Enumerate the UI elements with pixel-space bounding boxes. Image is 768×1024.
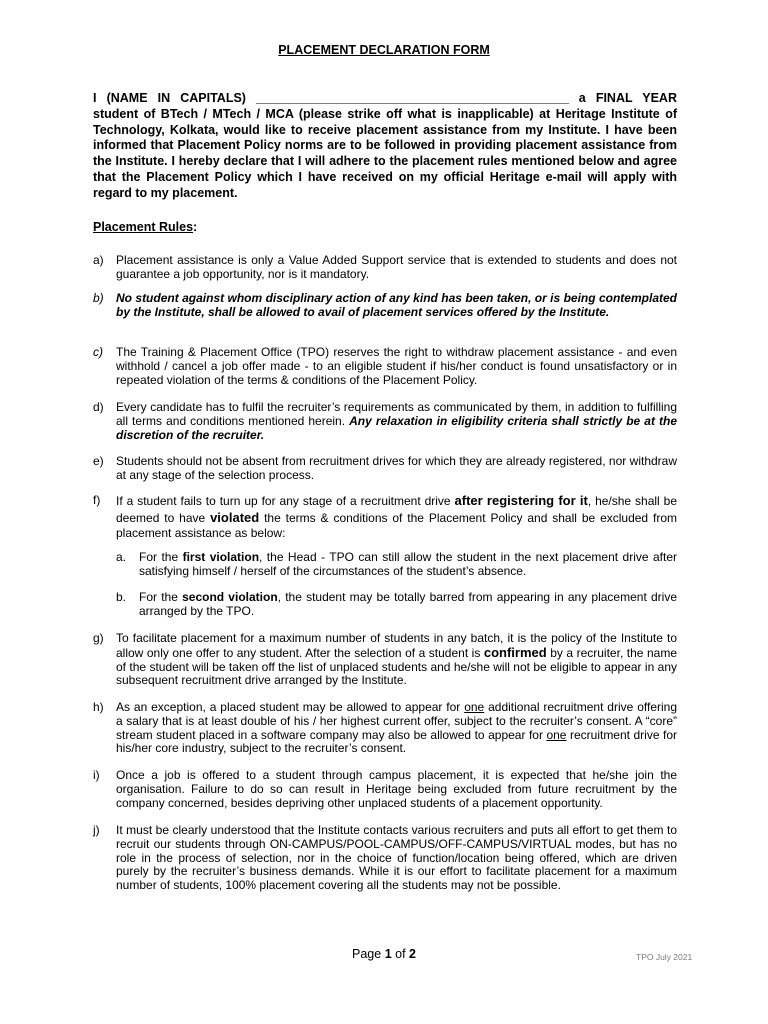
- rule-marker: f): [93, 493, 101, 507]
- rule-marker: h): [93, 700, 104, 714]
- declaration-start: I (NAME IN CAPITALS): [93, 91, 257, 105]
- rule-h: [93, 701, 677, 756]
- rule-text: Students should not be absent from recruitment drives for which they are already registered, nor withdraw at any stage of the selection process.: [116, 454, 677, 482]
- sub-text: [139, 591, 677, 619]
- rule-marker: j): [93, 823, 100, 837]
- rule-d-emphasis: Any relaxation in eligibility criteria shall strictly be at the discretion of the recruiter.: [116, 413, 678, 442]
- footer-tag: TPO July 2021: [636, 952, 693, 962]
- rule-f-bold-2: violated: [210, 509, 260, 525]
- rule-d-text: Every candidate has to fulfil the recruiter’s requirements as communicated by them, in addition to fulfilling all terms and conditions mentioned herein.: [116, 400, 677, 428]
- sub-text: [139, 551, 677, 579]
- rule-j: [93, 824, 677, 893]
- rule-f-bold-1: after registering for it: [454, 493, 588, 508]
- rule-g: [93, 632, 677, 688]
- sub-a-p1: For the: [139, 550, 183, 564]
- rule-g-p1: To facilitate placement for a maximum number of students in any batch, it is the policy of the Institute to allow only one offer to any student. After the selection of a student is: [116, 631, 677, 660]
- rule-text: The Training & Placement Office (TPO) reserves the right to withdraw placement assistance - and even withhold / cancel a job offer made - to an eligible student if his/her conduct is found unsatisfactory or in repeated violation of the terms & conditions of the Placement Policy.: [116, 345, 677, 387]
- rule-marker: a): [93, 253, 104, 267]
- rule-f-p3: the terms & conditions of the Placement Policy and shall be excluded from placement assistance as below:: [116, 510, 677, 540]
- page-total: 2: [409, 947, 416, 961]
- rule-marker: e): [93, 454, 104, 468]
- rule-text: No student against whom disciplinary action of any kind has been taken, or is being contemplated by the Institute, shall be allowed to avail of placement services offered by the Institute.: [116, 291, 677, 319]
- sub-marker: a.: [116, 550, 127, 564]
- declaration-rest: a FINAL YEAR student of BTech / MTech / MCA (please strike off what is inapplicable) at Heritage Institute of Technology, Kolkata, would like to receive placement assistance from my Institute. I have been informed that Placement Policy norms are to be followed in providing placement assistance from the Institute. I hereby declare that I will adhere to the placement rules mentioned below and agree that the Placement Policy which I have received on my official Heritage e-mail will apply with regard to my placement.: [93, 91, 677, 200]
- rule-text: It must be clearly understood that the Institute contacts various recruiters and puts all effort to get them to recruit our students through ON-CAMPUS/POOL-CAMPUS/OFF-CAMPUS/VIRTUAL modes, but has no role in the process of selection, nor in the choice of function/location being offered, which are driven purely by the recruiter’s business demands. While it is our effort to facilitate placement for a maximum number of students, 100% placement covering all the students may not be possible.: [116, 823, 677, 893]
- rule-f-sub-b: [116, 591, 677, 619]
- rule-text: [116, 401, 677, 442]
- rule-f-p2: , he/she shall be deemed to have: [116, 494, 677, 525]
- of-word: of: [391, 947, 410, 961]
- rule-f-sub-a: [116, 551, 677, 579]
- rule-h-underline-1: one: [464, 700, 485, 714]
- rule-e: [93, 455, 677, 483]
- rule-text: [116, 493, 677, 542]
- rules-heading-colon: :: [193, 220, 198, 234]
- rule-text: Once a job is offered to a student through campus placement, it is expected that he/she join the organisation. Failure to do so can result in Heritage being excluded from future recruitment by the company concerned, besides depriving other unplaced students of a placement opportunity.: [116, 768, 677, 810]
- rule-h-p3: recruitment drive for his/her core industry, subject to the recruiter’s consent.: [116, 727, 677, 756]
- rule-h-underline-2: one: [546, 727, 567, 742]
- rule-text: [116, 701, 677, 756]
- sub-marker: b.: [116, 590, 127, 604]
- sub-b-p1: For the: [139, 590, 183, 604]
- rule-f-p1: If a student fails to turn up for any stage of a recruitment drive: [116, 494, 455, 508]
- rule-f: [93, 493, 677, 542]
- rule-a: [93, 254, 677, 282]
- sub-b-p2: , the student may be totally barred from appearing in any placement drive arranged by the TPO.: [139, 590, 677, 618]
- rule-h-p1: As an exception, a placed student may be allowed to appear for: [116, 700, 465, 714]
- sub-b-bold: second violation: [182, 590, 278, 604]
- rule-marker: g): [93, 631, 104, 645]
- rule-text: Placement assistance is only a Value Added Support service that is extended to students and does not guarantee a job opportunity, nor is it mandatory.: [116, 253, 677, 281]
- rules-heading-label: Placement Rules: [93, 220, 194, 234]
- page-title: PLACEMENT DECLARATION FORM: [278, 43, 490, 57]
- rule-marker: b): [93, 291, 104, 305]
- rule-d: [93, 401, 677, 442]
- sub-a-p2: , the Head - TPO can still allow the student in the next placement drive after satisfying himself / herself of the circumstances of the student’s absence.: [139, 550, 677, 578]
- rule-marker: i): [93, 768, 100, 782]
- rules-heading: [93, 220, 197, 234]
- declaration-paragraph: [93, 91, 677, 202]
- rule-marker: d): [93, 400, 104, 414]
- rule-i: [93, 769, 677, 810]
- rule-b: [93, 292, 677, 320]
- page-word: Page: [352, 947, 385, 961]
- page-current: 1: [384, 947, 392, 961]
- sub-a-bold: first violation: [182, 550, 260, 564]
- rule-g-p2: by a recruiter, the name of the student will be taken off the list of unplaced students and he/she will not be eligible to appear in any subsequent recruitment drive arranged by the Institute.: [116, 645, 677, 688]
- rule-c: [93, 346, 677, 387]
- name-blank: _______________________________________________: [256, 91, 569, 105]
- rule-h-p2: additional recruitment drive offering a salary that is at least double of his / her highest current offer, subject to the recruiter’s consent. A “core” stream student placed in a software company may also be allowed to appear for: [116, 700, 677, 742]
- rule-marker: c): [93, 345, 103, 359]
- rule-g-bold: confirmed: [483, 644, 547, 660]
- rule-text: [116, 632, 677, 688]
